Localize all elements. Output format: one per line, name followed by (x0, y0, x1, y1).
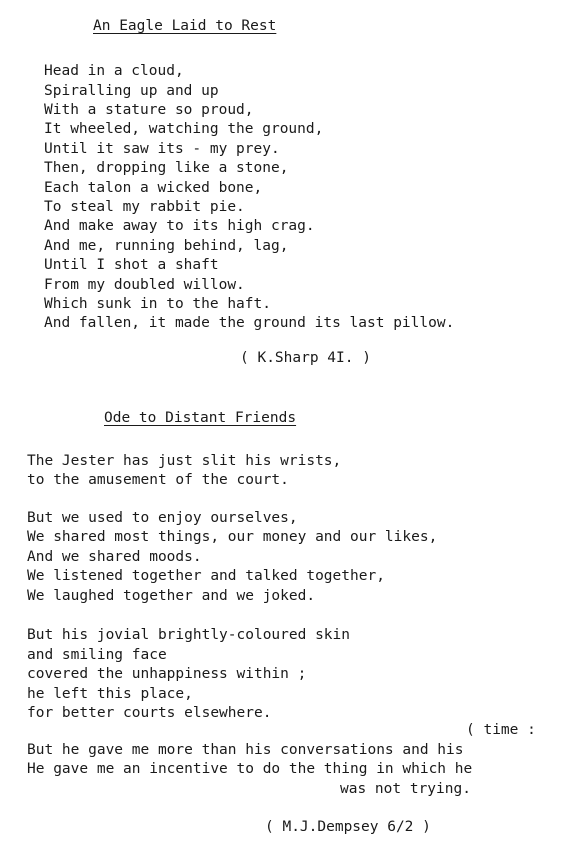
poem-line: And we shared moods. (27, 549, 202, 565)
poem-line: But he gave me more than his conversations and his (27, 742, 464, 758)
poem-line: It wheeled, watching the ground, (44, 121, 324, 137)
poem-line: With a stature so proud, (44, 102, 254, 118)
poem-line-overflow: ( time : (466, 722, 536, 738)
poem-line: We shared most things, our money and our likes, (27, 529, 438, 545)
poem-line: Until I shot a shaft (44, 257, 219, 273)
poem-title-eagle: An Eagle Laid to Rest (93, 18, 277, 34)
poem-line: to the amusement of the court. (27, 472, 289, 488)
poem-line: We listened together and talked together, (27, 568, 385, 584)
poem-line: The Jester has just slit his wrists, (27, 453, 342, 469)
poem-line: To steal my rabbit pie. (44, 199, 245, 215)
poem-line: But his jovial brightly-coloured skin (27, 627, 351, 643)
poem-line: And me, running behind, lag, (44, 238, 289, 254)
poem-line: Spiralling up and up (44, 83, 219, 99)
signature-ode: ( M.J.Dempsey 6/2 ) (265, 819, 431, 835)
poem-line: covered the unhappiness within ; (27, 666, 307, 682)
poem-line: for better courts elsewhere. (27, 705, 272, 721)
signature-eagle: ( K.Sharp 4I. ) (240, 350, 371, 366)
poem-line: But we used to enjoy ourselves, (27, 510, 298, 526)
poem-line: From my doubled willow. (44, 277, 245, 293)
poem-line: He gave me an incentive to do the thing in which he (27, 761, 473, 777)
poem-line: he left this place, (27, 686, 193, 702)
poem-line: Until it saw its - my prey. (44, 141, 280, 157)
poem-line: And make away to its high crag. (44, 218, 315, 234)
poem-title-ode: Ode to Distant Friends (104, 410, 297, 426)
poem-line: We laughed together and we joked. (27, 588, 316, 604)
poem-line: And fallen, it made the ground its last pillow. (44, 315, 455, 331)
poem-line: and smiling face (27, 647, 167, 663)
poem-line: Which sunk in to the haft. (44, 296, 271, 312)
poem-line: was not trying. (340, 781, 471, 797)
poem-line: Then, dropping like a stone, (44, 160, 289, 176)
poem-line: Each talon a wicked bone, (44, 180, 263, 196)
poem-line: Head in a cloud, (44, 63, 184, 79)
